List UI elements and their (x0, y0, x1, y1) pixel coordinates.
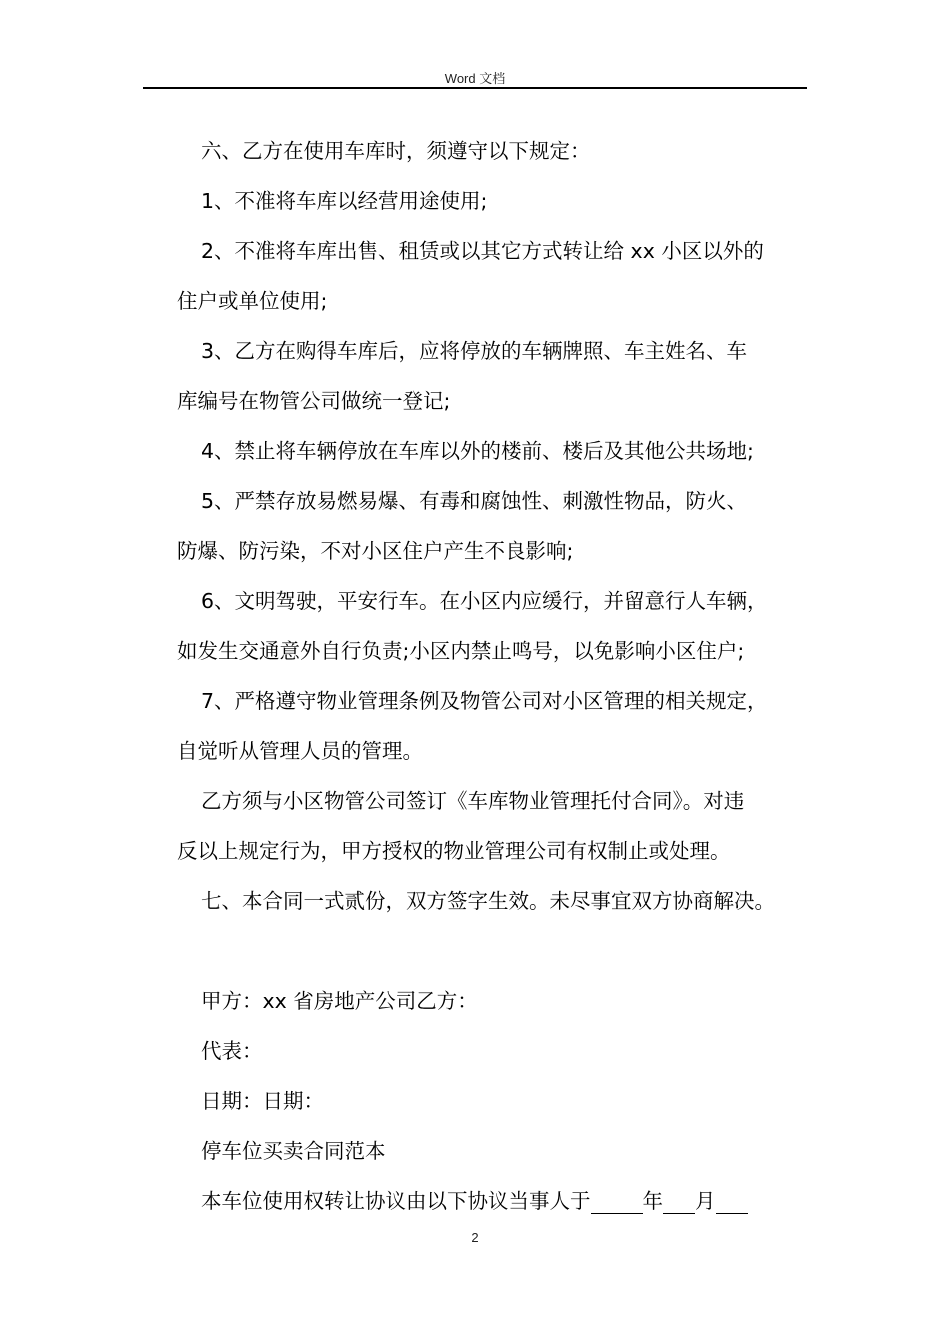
rule-3-line-2: 库编号在物管公司做统一登记; (177, 389, 451, 413)
rule-2-line-1: 2、不准将车库出售、租赁或以其它方式转让给 xx 小区以外的 (201, 239, 764, 263)
clause-six-heading: 六、乙方在使用车库时，须遵守以下规定： (201, 139, 591, 163)
rule-6-line-2: 如发生交通意外自行负责;小区内禁止鸣号，以免影响小区住户; (177, 639, 745, 663)
intro-prefix: 本车位使用权转让协议由以下协议当事人于 (201, 1189, 591, 1213)
rule-3-line-1: 3、乙方在购得车库后，应将停放的车辆牌照、车主姓名、车 (201, 339, 748, 363)
signature-representative: 代表： (201, 1039, 263, 1063)
page-number: 2 (471, 1230, 479, 1245)
signature-dates: 日期：日期： (201, 1089, 324, 1113)
property-contract-line-2: 反以上规定行为，甲方授权的物业管理公司有权制止或处理。 (177, 839, 731, 863)
document-header-label: Word 文档 (444, 71, 506, 86)
month-label: 月 (695, 1189, 716, 1213)
rule-6-line-1: 6、文明驾驶，平安行车。在小区内应缓行，并留意行人车辆， (201, 589, 768, 613)
month-blank (663, 1189, 695, 1214)
rule-5-line-1: 5、严禁存放易燃易爆、有毒和腐蚀性、刺激性物品，防火、 (201, 489, 748, 513)
next-contract-intro (177, 1176, 817, 1226)
rule-7-line-1: 7、严格遵守物业管理条例及物管公司对小区管理的相关规定， (201, 689, 768, 713)
next-contract-title: 停车位买卖合同范本 (201, 1139, 386, 1163)
rule-2-line-2: 住户或单位使用; (177, 289, 328, 313)
property-contract-line-1: 乙方须与小区物管公司签订《车库物业管理托付合同》。对违 (201, 789, 745, 813)
rule-1: 1、不准将车库以经营用途使用; (201, 189, 488, 213)
document-body (177, 126, 817, 1226)
rule-4: 4、禁止将车辆停放在车库以外的楼前、楼后及其他公共场地; (201, 439, 754, 463)
rule-7-line-2: 自觉听从管理人员的管理。 (177, 739, 423, 763)
day-blank (716, 1189, 748, 1214)
rule-5-line-2: 防爆、防污染，不对小区住户产生不良影响; (177, 539, 574, 563)
header-divider (143, 87, 807, 89)
year-label: 年 (642, 1189, 663, 1213)
signature-parties: 甲方：xx 省房地产公司乙方： (201, 989, 478, 1013)
paragraph-spacer (177, 926, 817, 976)
year-blank (591, 1189, 643, 1214)
clause-seven: 七、本合同一式贰份，双方签字生效。未尽事宜双方协商解决。 (201, 889, 775, 913)
